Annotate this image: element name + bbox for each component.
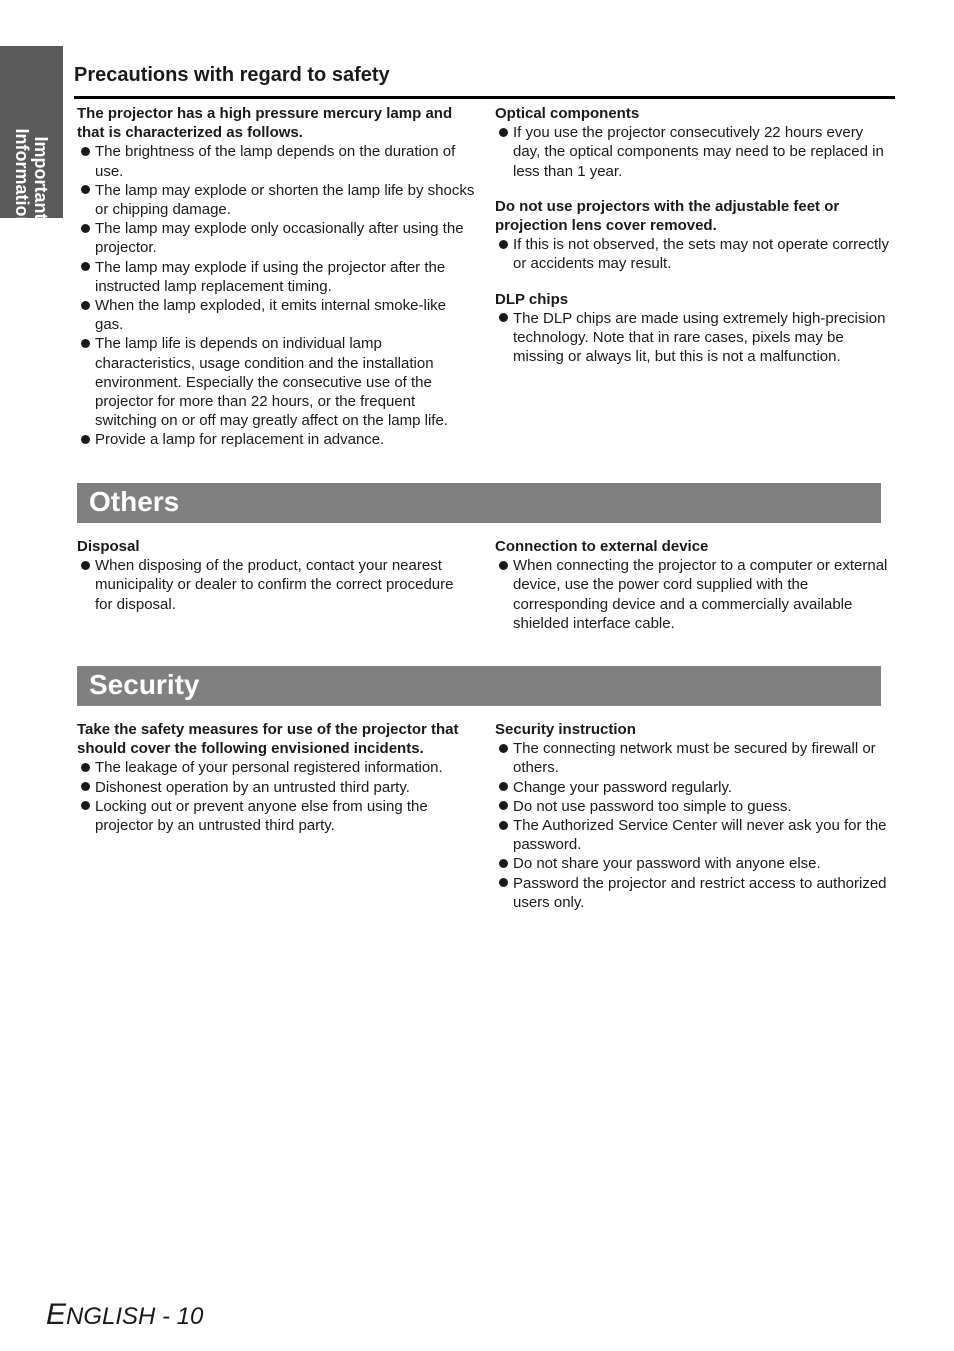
bullet-icon	[81, 301, 90, 310]
list-item	[77, 181, 475, 219]
bullet-icon	[81, 339, 90, 348]
list-item	[77, 430, 475, 449]
bullet-icon	[499, 859, 508, 868]
lamp-list	[77, 142, 475, 449]
list-item	[495, 854, 893, 873]
side-tab	[0, 46, 63, 228]
security-bar	[77, 666, 881, 706]
list-item-text: The lamp may explode only occasionally after using the projector.	[95, 220, 464, 257]
title-rule	[74, 96, 895, 99]
disposal-section	[77, 537, 475, 614]
list-item	[495, 778, 893, 797]
security-title: Security	[89, 669, 200, 700]
disposal-list	[77, 556, 475, 614]
list-item	[495, 556, 893, 633]
bullet-icon	[81, 561, 90, 570]
bullet-icon	[81, 763, 90, 772]
footer-rest: NGLISH - 10	[66, 1303, 204, 1330]
list-item-text: The lamp may explode or shorten the lamp life by shocks or chipping damage.	[95, 181, 475, 219]
list-item-text: Do not share your password with anyone else.	[513, 855, 821, 873]
lamp-section	[77, 104, 475, 450]
bullet-icon	[499, 821, 508, 830]
list-item	[495, 235, 893, 273]
security-instruction-title: Security instruction	[495, 721, 636, 738]
optical-list	[495, 123, 893, 181]
bullet-icon	[499, 878, 508, 887]
list-item	[77, 334, 475, 430]
optical-title: Optical components	[495, 105, 640, 122]
bullet-icon	[81, 185, 90, 194]
feet-list	[495, 235, 893, 273]
page-footer	[46, 1300, 203, 1332]
footer-initial: E	[46, 1298, 67, 1331]
list-item	[495, 816, 893, 854]
list-item	[495, 874, 893, 912]
list-item-text: The brightness of the lamp depends on the duration of use.	[95, 143, 456, 180]
bullet-icon	[499, 240, 508, 249]
list-item-text: The connecting network must be secured by firewall or others.	[513, 740, 876, 777]
list-item-text: Password the projector and restrict access to authorized users only.	[513, 874, 887, 911]
bullet-icon	[499, 313, 508, 322]
connection-title: Connection to external device	[495, 538, 709, 555]
list-item	[495, 739, 893, 777]
bullet-icon	[499, 128, 508, 137]
list-item-text: Locking out or prevent anyone else from using the projector by an untrusted third party.	[95, 797, 428, 835]
others-bar	[77, 483, 881, 523]
list-item-text: The leakage of your personal registered information.	[95, 759, 443, 777]
connection-section	[495, 537, 893, 633]
bullet-icon	[81, 147, 90, 156]
precautions-right-column	[495, 104, 893, 366]
bullet-icon	[499, 782, 508, 791]
list-item	[77, 142, 475, 180]
list-item	[495, 309, 893, 367]
list-item	[495, 123, 893, 181]
disposal-title: Disposal	[77, 538, 140, 555]
dlp-title: DLP chips	[495, 290, 569, 308]
list-item	[77, 556, 475, 614]
feet-title: Do not use projectors with the adjustable feet or projection lens cover removed.	[495, 197, 840, 235]
security-measures-lead: Take the safety measures for use of the projector that should cover the following envisioned incidents.	[77, 721, 459, 758]
list-item	[77, 758, 475, 777]
list-item-text: The lamp may explode if using the projector after the instructed lamp replacement timing.	[95, 258, 446, 295]
dlp-list	[495, 309, 893, 367]
list-item	[77, 219, 475, 257]
list-item-text: When disposing of the product, contact your nearest municipality or dealer to confirm the correct procedure for disposal.	[95, 557, 454, 613]
list-item	[77, 296, 475, 334]
security-measures-section	[77, 720, 475, 835]
connection-list	[495, 556, 893, 633]
bullet-icon	[81, 224, 90, 233]
bullet-icon	[81, 435, 90, 444]
security-instruction-list	[495, 739, 893, 912]
list-item	[495, 797, 893, 816]
precautions-title: Precautions with regard to safety	[74, 64, 390, 86]
lamp-lead: The projector has a high pressure mercury lamp and that is characterized as follows.	[77, 105, 453, 142]
list-item-text: When connecting the projector to a computer or external device, use the power cord supplied with the corresponding device and a commercially available shielded interface cable.	[513, 557, 888, 632]
bullet-icon	[499, 801, 508, 810]
bullet-icon	[499, 744, 508, 753]
list-item-text: Provide a lamp for replacement in advance.	[95, 431, 385, 449]
side-tab-label: Important Information	[12, 128, 51, 228]
bullet-icon	[81, 262, 90, 271]
bullet-icon	[81, 801, 90, 810]
security-instruction-section	[495, 720, 893, 912]
list-item-text: Change your password regularly.	[513, 778, 733, 796]
list-item-text: Dishonest operation by an untrusted third party.	[95, 778, 410, 796]
list-item-text: The Authorized Service Center will never ask you for the password.	[513, 817, 887, 854]
list-item-text: Do not use password too simple to guess.	[513, 797, 792, 815]
others-title: Others	[89, 486, 180, 517]
list-item-text: The DLP chips are made using extremely high-precision technology. Note that in rare cases, pixels may be missing or always lit, but this is not a malfunction.	[513, 309, 886, 366]
list-item	[77, 778, 475, 797]
list-item-text: When the lamp exploded, it emits internal smoke-like gas.	[95, 297, 446, 334]
security-measures-list	[77, 758, 475, 835]
bullet-icon	[81, 782, 90, 791]
bullet-icon	[499, 561, 508, 570]
list-item-text: The lamp life is depends on individual lamp characteristics, usage condition and the installation environment. Especially the consecutive use of the projector for more than 22 hours, or the frequent switching on or off may greatly affect on the lamp life.	[95, 335, 448, 430]
list-item-text: If this is not observed, the sets may not operate correctly or accidents may result.	[513, 236, 890, 273]
list-item	[77, 797, 475, 835]
list-item	[77, 258, 475, 296]
list-item-text: If you use the projector consecutively 22 hours every day, the optical components may need to be replaced in less than 1 year.	[513, 124, 884, 180]
